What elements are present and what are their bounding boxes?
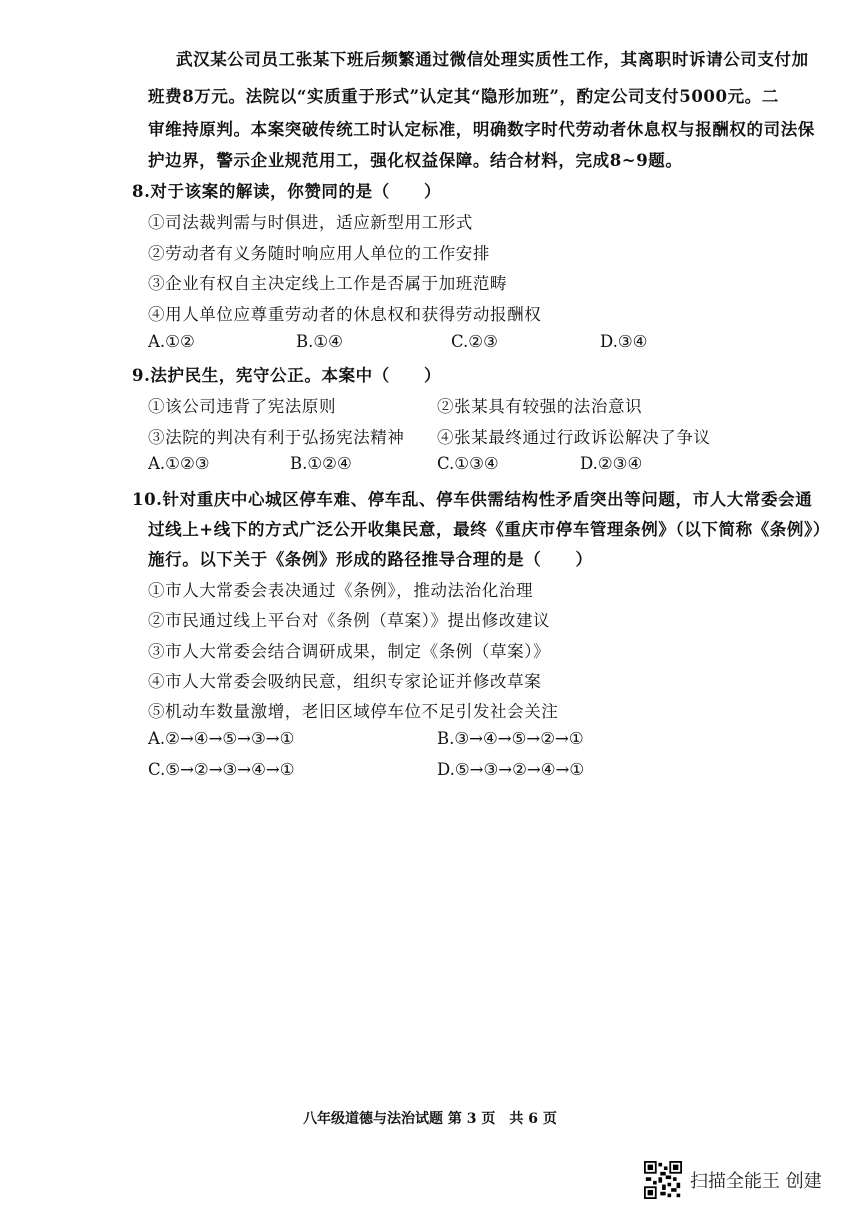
q10-option-d[interactable]: D.⑤→③→②→④→① (437, 760, 585, 779)
q8-statement-2: ②劳动者有义务随时响应用人单位的工作安排 (148, 244, 490, 263)
q8-option-a[interactable]: A.①② (148, 332, 195, 351)
passage-line-2: 班费8万元。法院以“实质重于形式”认定其“隐形加班”，酌定公司支付5000元。二 (148, 87, 779, 106)
q8-statement-3: ③企业有权自主决定线上工作是否属于加班范畴 (148, 274, 508, 293)
q8-option-b[interactable]: B.①④ (296, 332, 343, 351)
scanner-watermark (644, 1160, 822, 1200)
q9-statement-1: ①该公司违背了宪法原则 (148, 397, 337, 416)
qr-code-icon (644, 1161, 682, 1199)
q9-statement-4: ④张某最终通过行政诉讼解决了争议 (437, 428, 711, 447)
q9-option-d[interactable]: D.②③④ (580, 454, 643, 473)
q10-option-a[interactable]: A.②→④→⑤→③→① (148, 729, 295, 748)
q10-stem-line-2: 过线上+线下的方式广泛公开收集民意，最终《重庆市停车管理条例》（以下简称《条例》） (148, 520, 830, 539)
q9-option-c[interactable]: C.①③④ (437, 454, 499, 473)
q10-statement-4: ④市人大常委会吸纳民意，组织专家论证并修改草案 (148, 672, 542, 691)
q9-option-a[interactable]: A.①②③ (148, 454, 210, 473)
q9-statement-2: ②张某具有较强的法治意识 (437, 397, 643, 416)
q10-statement-2: ②市民通过线上平台对《条例（草案）》提出修改建议 (148, 611, 551, 630)
q8-statement-4: ④用人单位应尊重劳动者的休息权和获得劳动报酬权 (148, 305, 542, 324)
q10-option-c[interactable]: C.⑤→②→③→④→① (148, 760, 295, 779)
q10-option-b[interactable]: B.③→④→⑤→②→① (437, 729, 584, 748)
q10-stem-line-1: 10.针对重庆中心城区停车难、停车乱、停车供需结构性矛盾突出等问题，市人大常委会通 (132, 490, 813, 509)
q10-statement-1: ①市人大常委会表决通过《条例》，推动法治化治理 (148, 581, 534, 600)
q8-option-d[interactable]: D.③④ (600, 332, 648, 351)
q8-option-c[interactable]: C.②③ (451, 332, 498, 351)
q10-statement-5: ⑤机动车数量激增，老旧区域停车位不足引发社会关注 (148, 702, 559, 721)
q10-stem-line-3: 施行。以下关于《条例》形成的路径推导合理的是（ ） (148, 550, 593, 569)
q10-statement-3: ③市人大常委会结合调研成果，制定《条例（草案）》 (148, 642, 551, 661)
q8-stem: 8.对于该案的解读，你赞同的是（ ） (132, 182, 442, 201)
q9-statement-3: ③法院的判决有利于弘扬宪法精神 (148, 428, 405, 447)
brand-label: 扫描全能王 创建 (690, 1171, 822, 1192)
q9-stem: 9.法护民生，宪守公正。本案中（ ） (132, 366, 442, 385)
page-footer: 八年级道德与法治试题 第 3 页 共 6 页 (303, 1111, 557, 1127)
passage-line-4: 护边界，警示企业规范用工，强化权益保障。结合材料，完成8~9题。 (148, 151, 683, 170)
q8-statement-1: ①司法裁判需与时俱进，适应新型用工形式 (148, 213, 473, 232)
q9-option-b[interactable]: B.①②④ (290, 454, 352, 473)
passage-line-3: 审维持原判。本案突破传统工时认定标准，明确数字时代劳动者休息权与报酬权的司法保 (148, 120, 815, 139)
passage-line-1: 武汉某公司员工张某下班后频繁通过微信处理实质性工作，其离职时诉请公司支付加 (176, 50, 809, 69)
